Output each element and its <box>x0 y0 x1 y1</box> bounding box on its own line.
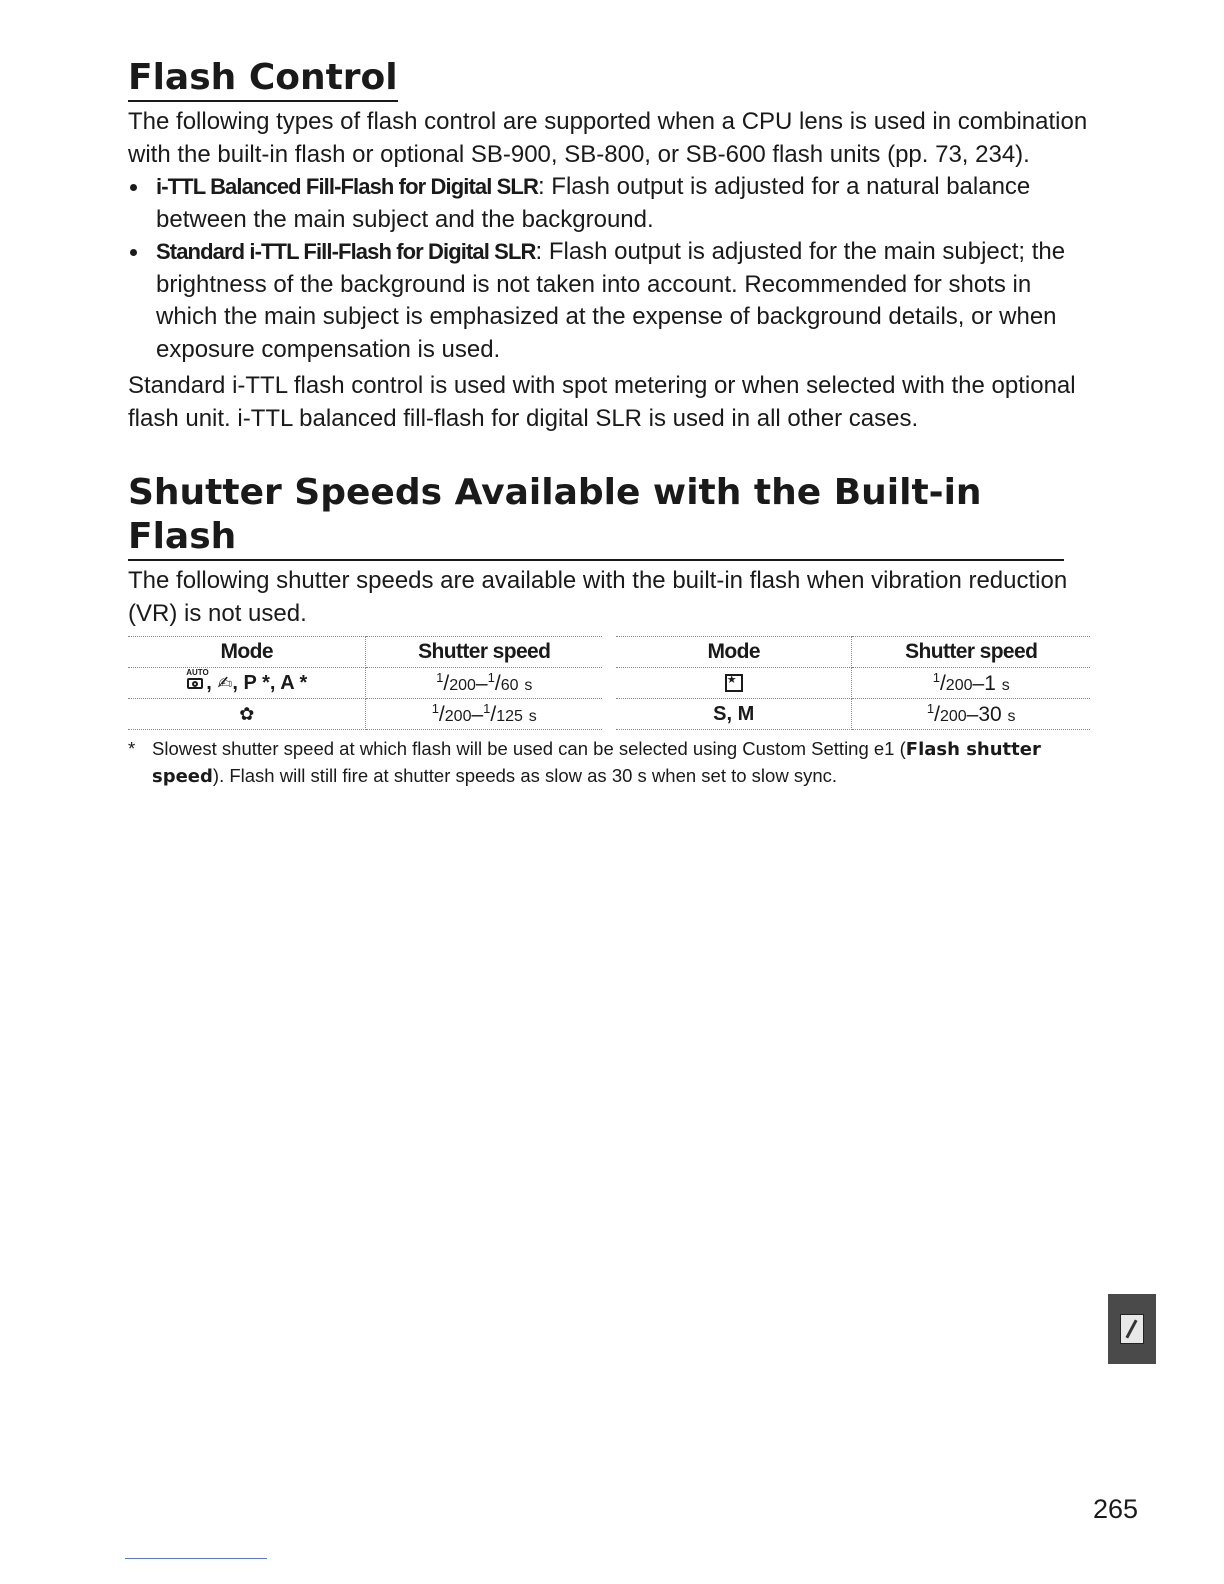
night-portrait-mode-icon <box>725 674 743 692</box>
footnote-text: ). Flash will still fire at shutter speeds as slow as 30 s when set to slow sync. <box>212 765 838 786</box>
footer-divider <box>125 1558 267 1559</box>
fraction-numerator: 1 <box>431 701 439 716</box>
flash-control-intro: The following types of flash control are supported when a CPU lens is used in combination with the built-in flash or optional SB-900, SB-800, or SB-600 flash units (pp. 73, 234). <box>128 108 1088 168</box>
shutter-speed-cell: $^1$/200–1 s <box>852 668 1090 699</box>
unit-label: s <box>528 708 537 725</box>
table-row <box>128 699 1090 730</box>
table-header-row <box>128 637 1090 668</box>
shutter-speeds-intro: The following shutter speeds are available with the built-in flash when vibration reduction (VR) is not used. <box>128 567 1068 627</box>
shutter-speeds-title: Shutter Speeds Available with the Built-in Flash <box>128 471 1064 561</box>
shutter-speed-cell: $^1$/200–$^1$/125 s <box>366 699 602 730</box>
shutter-speed-table <box>128 636 1090 730</box>
fraction-denominator: 200 <box>444 708 472 725</box>
auto-mode-icon: AUTO <box>186 672 206 694</box>
header-mode: Mode <box>616 637 852 668</box>
bullet-text: : Flash output is adjusted for a natural balance between the main subject and the background. <box>156 173 1031 233</box>
shutter-speed-cell: $^1$/200–30 s <box>852 699 1090 730</box>
table-row <box>128 668 1090 699</box>
table-gap <box>602 699 616 730</box>
header-shutter-speed: Shutter speed <box>852 637 1090 668</box>
manual-page <box>128 56 1090 790</box>
flash-control-list <box>128 171 1090 366</box>
mode-cell: S, M <box>616 699 852 730</box>
table-gap <box>602 637 616 668</box>
list-item <box>128 171 1090 236</box>
bullet-icon <box>130 184 137 191</box>
mode-cell <box>128 699 366 730</box>
fraction-denominator: 60 <box>500 677 519 694</box>
flash-control-note: Standard i-TTL flash control is used with spot metering or when selected with the optional flash unit. i-TTL balanced fill-flash for digital SLR is used in all other cases. <box>128 372 1076 432</box>
mode-cell: AUTO , ✍, P *, A * <box>128 668 366 699</box>
fraction-denominator: 200 <box>449 677 476 694</box>
fraction-denominator: 125 <box>496 708 523 725</box>
portrait-mode-icon: ✍ <box>217 672 233 694</box>
footnote-setting-name: Flash shutter speed <box>152 739 1041 787</box>
shutter-speeds-section <box>128 471 1090 790</box>
page-number: 265 <box>1093 1494 1139 1524</box>
fraction-numerator: 1 <box>483 701 491 716</box>
fraction-numerator: 1 <box>436 670 444 685</box>
header-mode: Mode <box>128 637 366 668</box>
header-shutter-speed: Shutter speed <box>366 637 602 668</box>
list-item <box>128 236 1090 366</box>
fraction-numerator: 1 <box>487 670 495 685</box>
retouch-tab-icon <box>1108 1294 1156 1364</box>
unit-label: s <box>1007 708 1016 725</box>
bullet-icon <box>130 249 137 256</box>
table-gap <box>602 668 616 699</box>
mode-cell <box>616 668 852 699</box>
bullet-term: i-TTL Balanced Fill-Flash for Digital SLR <box>156 174 538 199</box>
footnote-text: Slowest shutter speed at which flash will be used can be selected using Custom Setting e1 ( <box>152 738 906 759</box>
speed-value: 1 <box>984 672 996 695</box>
fraction-denominator: 200 <box>945 677 973 694</box>
speed-value: 30 <box>978 703 1002 726</box>
fraction-denominator: 200 <box>939 708 967 725</box>
shutter-speed-cell: $^1$/200–$^1$/60 s <box>366 668 602 699</box>
close-up-mode-icon: ✿ <box>239 703 255 725</box>
unit-label: s <box>524 677 533 694</box>
footnote-mark: * <box>128 738 136 759</box>
bullet-text: : Flash output is adjusted for the main subject; the brightness of the background is not taken into account. Recommended for shots in which the main subject is emphasized at the expense of background details, or when exposure compensation is used. <box>156 238 1066 363</box>
bullet-term: Standard i-TTL Fill-Flash for Digital SLR <box>156 239 536 264</box>
flash-control-title: Flash Control <box>128 56 398 102</box>
table-footnote <box>128 736 1090 790</box>
fraction-numerator: 1 <box>932 670 940 685</box>
mode-text: , P *, A * <box>232 671 308 694</box>
unit-label: s <box>1001 677 1010 694</box>
fraction-numerator: 1 <box>926 701 935 716</box>
